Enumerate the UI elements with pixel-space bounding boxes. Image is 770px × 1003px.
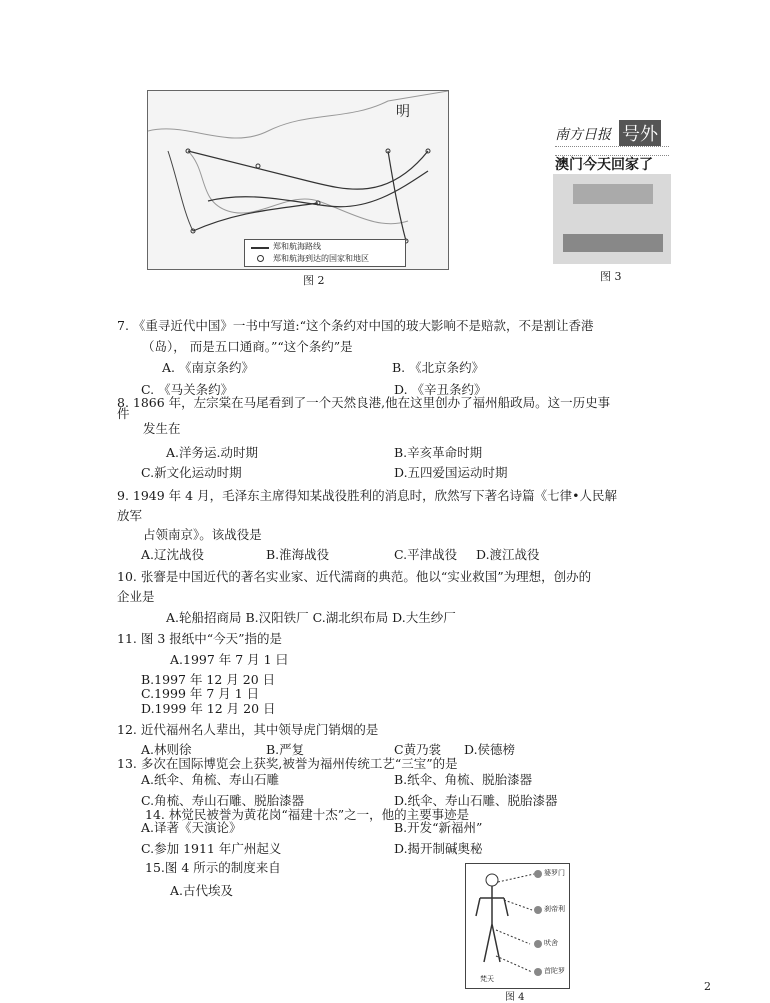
q14-option-c: C.参加 1911 年广州起义 — [141, 841, 282, 856]
q9-stem-line3: 占领南京》。该战役是 — [143, 527, 262, 542]
q7-option-d: D. 《辛丑条约》 — [394, 382, 487, 397]
q13-option-a: A.纸伞、角梳、寿山石雕 — [141, 772, 280, 787]
legend-route-label: 郑和航海路线 — [273, 242, 321, 251]
newspaper-headline: 澳门今天回家了 — [555, 157, 653, 173]
q11-option-b: B.1997 年 12 月 20 日 — [141, 672, 276, 687]
legend-place-icon — [257, 255, 264, 262]
newspaper-photo — [553, 174, 671, 264]
newspaper-extra-label: 号外 — [619, 120, 661, 146]
caste-label-shudra: 首陀罗 — [544, 967, 565, 975]
q7-option-b: B. 《北京条约》 — [392, 360, 485, 375]
newspaper-masthead: 南方日报 — [555, 127, 611, 143]
page-number: 2 — [704, 980, 711, 993]
caste-label-brahma: 梵天 — [480, 975, 494, 983]
caste-label-vaishya: 吠舍 — [544, 939, 558, 947]
q14-option-d: D.揭开制碱奥秘 — [394, 841, 483, 856]
q9-stem-line1: 9. 1949 年 4 月，毛泽东主席得知某战役胜利的消息时，欣然写下著名诗篇《七律•人民解 — [117, 488, 617, 503]
q13-stem: 13. 多次在国际博览会上获奖,被誉为福州传统工艺“三宝”的是 — [117, 756, 458, 771]
q12-option-c: C黄乃裳 — [394, 742, 442, 757]
q11-option-a: A.1997 年 7 月 1 曰 — [170, 652, 289, 667]
q13-option-c: C.角梳、寿山石雕、脱胎漆器 — [141, 793, 305, 808]
figure-4-caption: 图 4 — [505, 992, 525, 1003]
q11-option-d: D.1999 年 12 月 20 日 — [141, 701, 276, 716]
q14-option-a: A.译著《天演论》 — [141, 820, 242, 835]
q9-stem-line2: 放军 — [117, 508, 143, 523]
q8-option-a: A.洋务运.动时期 — [166, 445, 258, 460]
q14-option-b: B.开发“新福州” — [394, 820, 483, 835]
legend-route-icon — [251, 247, 269, 249]
caste-label-brahmin: 婆罗门 — [544, 869, 565, 877]
figure-3-newspaper — [553, 118, 671, 265]
q14-stem: 14. 林觉民被誉为黄花岗“福建十杰”之一，他的主要事迹是 — [145, 807, 470, 822]
map-label-ming: 明 — [396, 104, 410, 120]
q9-option-a: A.辽沈战役 — [141, 547, 205, 562]
q10-stem-line2: 企业是 — [117, 589, 155, 604]
figure-2-map — [147, 90, 449, 270]
caste-label-kshatriya: 刹帝利 — [544, 905, 565, 913]
q9-option-c: C.平津战役 — [394, 547, 458, 562]
q9-option-b: B.淮海战役 — [266, 547, 330, 562]
q10-options: A.轮船招商局 B.汉阳铁厂 C.湖北织布局 D.大生纱厂 — [166, 610, 456, 625]
q12-stem: 12. 近代福州名人辈出，其中领导虎门销烟的是 — [117, 722, 379, 737]
q8-option-b: B.辛亥革命时期 — [394, 445, 483, 460]
q8-stem-line2: 发生在 — [143, 421, 181, 436]
q15-option-a: A.古代埃及 — [170, 883, 234, 898]
q11-stem: 11. 图 3 报纸中“今天”指的是 — [117, 631, 283, 646]
q7-stem-line2: （岛）， 而是五口通商。”“这个条约”是 — [142, 339, 353, 354]
figure-4-diagram — [465, 863, 570, 989]
q12-option-b: B.严复 — [266, 742, 305, 757]
q12-option-d: D.侯德榜 — [464, 742, 516, 757]
q7-option-c: C. 《马关条约》 — [141, 382, 234, 397]
map-legend — [244, 239, 406, 267]
q8-stem-line1b: 件 — [117, 406, 130, 421]
q10-stem-line1: 10. 张謇是中国近代的著名实业家、近代濡商的典范。他以“实业救国”为理想，创办的 — [117, 569, 592, 584]
q8-option-d: D.五四爱国运动时期 — [394, 465, 508, 480]
q8-stem-line1: 8. 1866 年，左宗棠在马尾看到了一个天然良港,他在这里创办了福州船政局。这一历史事 — [117, 395, 611, 410]
q13-option-d: D.纸伞、寿山石雕、脱胎漆器 — [394, 793, 558, 808]
q12-option-a: A.林则徐 — [141, 742, 192, 757]
legend-place-label: 郑和航海到达的国家和地区 — [273, 254, 369, 263]
q7-option-a: A. 《南京条约》 — [162, 360, 254, 375]
q13-option-b: B.纸伞、角梳、脱胎漆器 — [394, 772, 533, 787]
q9-option-d: D.渡江战役 — [476, 547, 540, 562]
q11-option-c: C.1999 年 7 月 1 日 — [141, 686, 260, 701]
figure-3-caption: 图 3 — [600, 270, 622, 283]
q7-stem-line1: 7. 《重寻近代中国》一书中写道:“这个条约对中国的玻大影响不是赔款，不是割让香港 — [117, 318, 594, 333]
figure-2-caption: 图 2 — [303, 274, 325, 287]
q8-option-c: C.新文化运动时期 — [141, 465, 242, 480]
q15-stem: 15.图 4 所示的制度来自 — [145, 860, 281, 875]
